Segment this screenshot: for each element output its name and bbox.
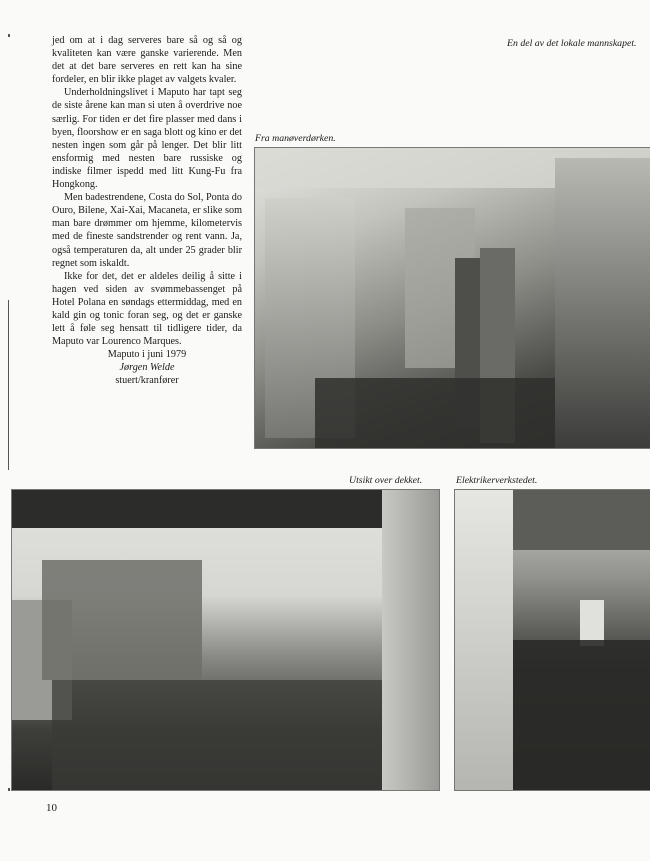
margin-mark-middle (8, 300, 9, 470)
article-column (52, 34, 242, 388)
caption-local-crew: En del av det lokale mannskapet. (507, 38, 637, 49)
article-paragraph: Men badestrendene, Costa do Sol, Ponta do Ouro, Bilene, Xai-Xai, Macaneta, er slike som man bare drømmer om hjemme, kilometervis med de fineste sandstrender og rent vann. Ja, også temperaturen da, alt under 25 grader blir regnet som iskaldt. (52, 192, 242, 269)
page-number: 10 (46, 802, 57, 814)
article-paragraph: jed om at i dag serveres bare så og så og kvaliteten kan være ganske varierende. Men det at det bare serveres en rett kan ha sine fordeler, en blir ikke plaget av valgets kvaler. (52, 35, 242, 86)
place-date: Maputo i juni 1979 (107, 349, 187, 361)
caption-engine-room: Fra manøverdørken. (255, 133, 336, 144)
caption-workshop: Elektrikerverkstedet. (456, 475, 538, 486)
article-paragraph: Underholdningslivet i Maputo har tapt seg de siste årene kan man si uten å overdrive noe særlig. For tiden er det fire plasser med dans i byen, floorshow er en saga blott og kino er det nesten ingen som går på lenger. Det blir litt ensformig med nesten bare russiske og indiske filmer ispedd med litt Kung-Fu fra Hongkong. (52, 87, 242, 191)
photo-engine-room (254, 147, 650, 449)
margin-mark-bottom (8, 788, 10, 791)
article-paragraph: Ikke for det, det er aldeles deilig å sitte i hagen ved siden av svømmebassenget på Hotel Polana en søndags ettermiddag, med en kald gin og tonic foran seg, og det er ganske lett å føle seg hensatt til tidligere tider, da Maputo var Lourenco Marques. (52, 270, 242, 348)
signature-block (52, 348, 242, 387)
author-title: stuert/kranfører (115, 375, 179, 387)
caption-deck: Utsikt over dekket. (349, 475, 423, 486)
photo-deck-view (11, 489, 440, 791)
margin-mark-top (8, 34, 10, 37)
author-name: Jørgen Welde (119, 362, 175, 374)
photo-electrical-workshop (454, 489, 650, 791)
